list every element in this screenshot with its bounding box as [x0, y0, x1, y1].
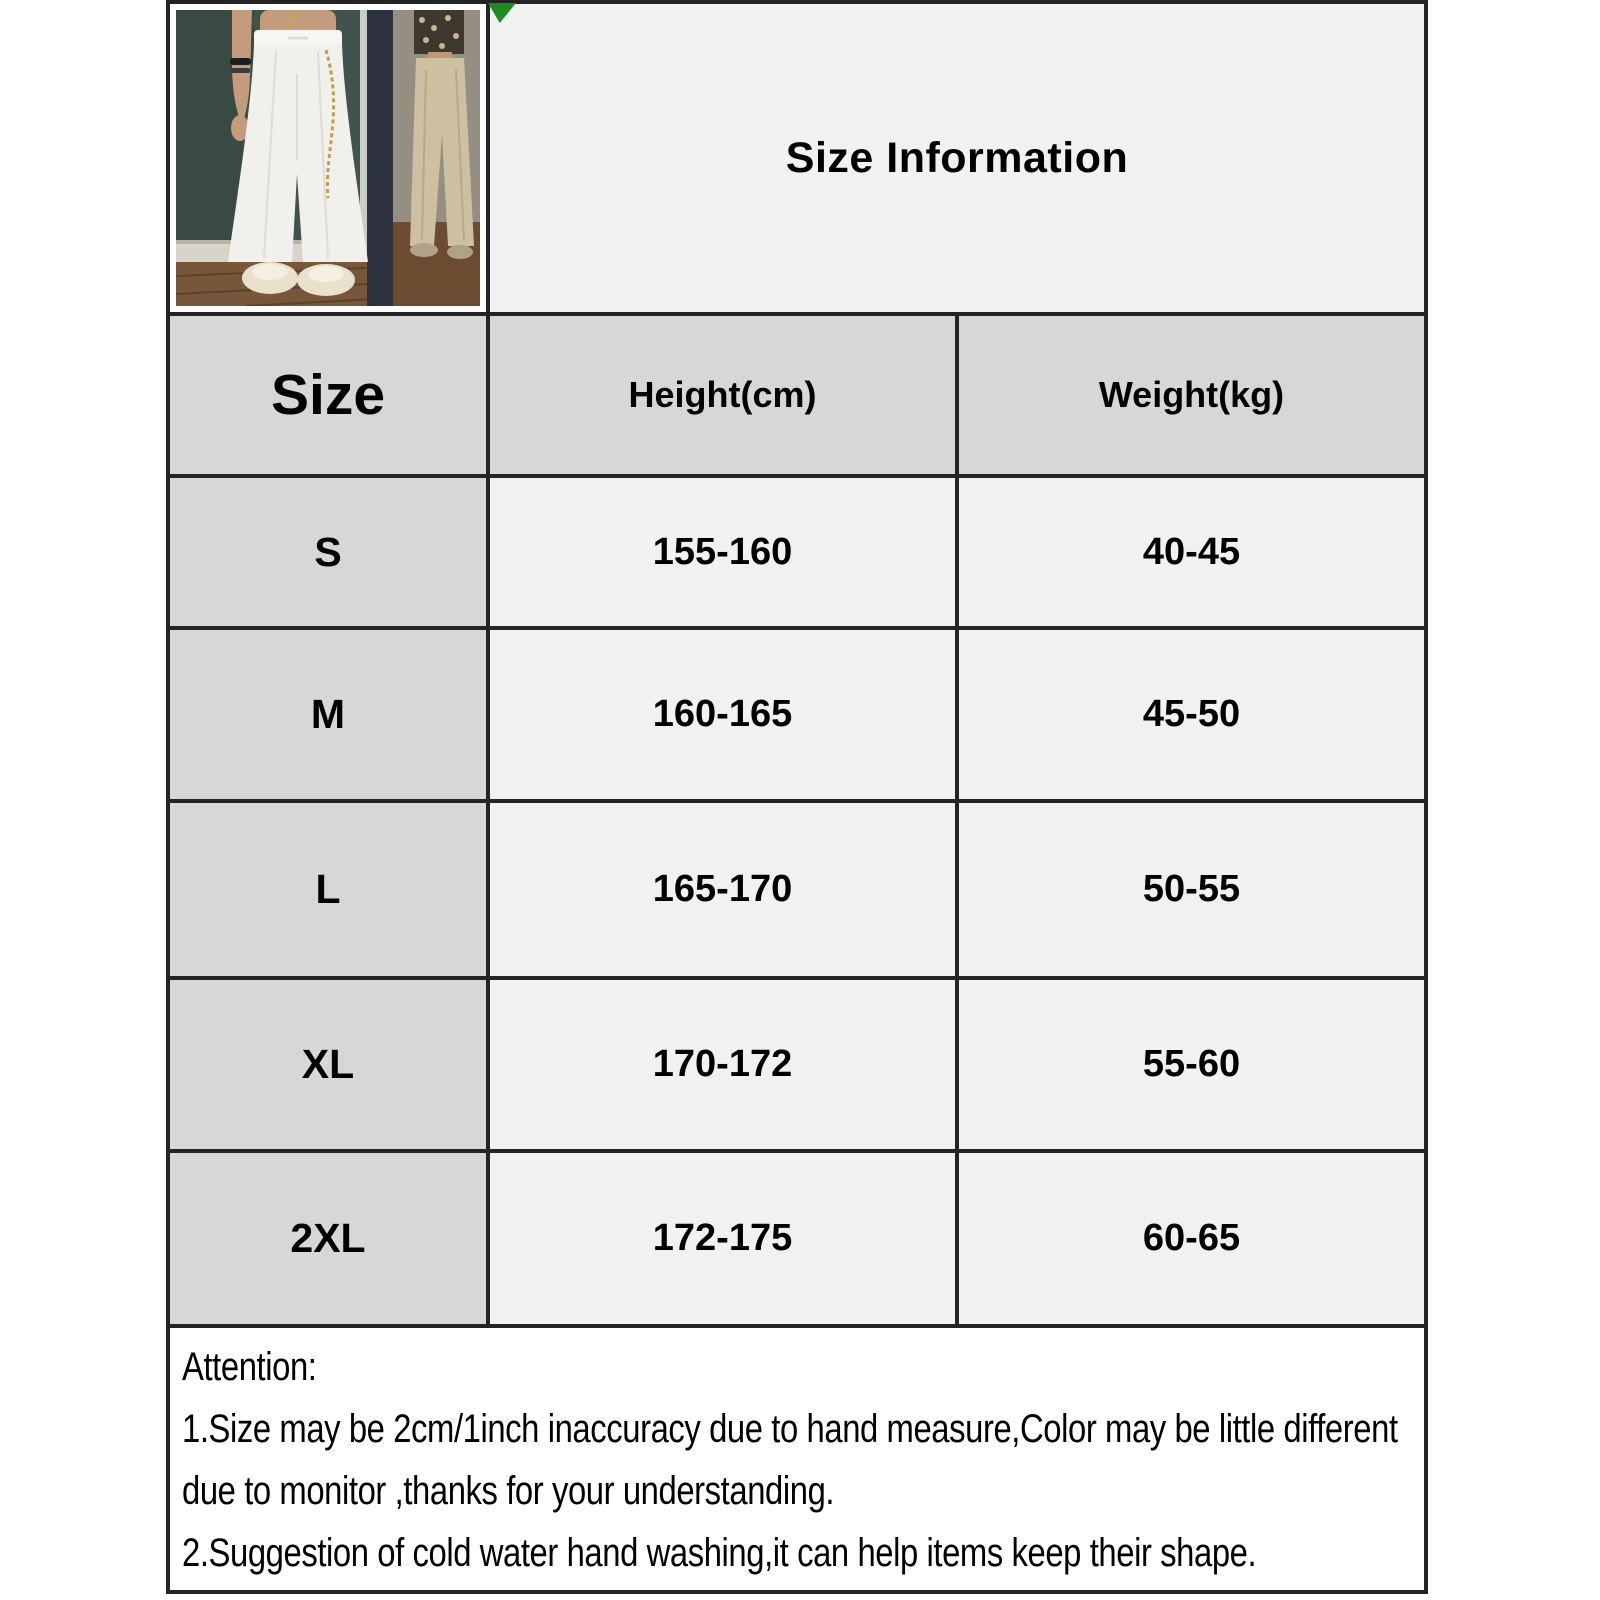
- weight-value-l: 50-55: [959, 803, 1428, 980]
- height-value-l: 165-170: [490, 803, 959, 980]
- size-label-s: S: [170, 478, 490, 630]
- size-label-l: L: [170, 803, 490, 980]
- table-row-2xl: [170, 1153, 1428, 1328]
- table-row-xl: [170, 980, 1428, 1153]
- weight-value-m: 45-50: [959, 630, 1428, 803]
- column-header-size: Size: [170, 316, 490, 478]
- attention-note-1: 1.Size may be 2cm/1inch inaccuracy due to hand measure,Color may be little different due to monitor ,thanks for your understanding.: [182, 1407, 1398, 1513]
- weight-value-xl: 55-60: [959, 980, 1428, 1153]
- table-row-s: [170, 478, 1428, 630]
- attention-note-2: 2.Suggestion of cold water hand washing,it can help items keep their shape.: [182, 1531, 1257, 1575]
- height-value-xl: 170-172: [490, 980, 959, 1153]
- weight-value-s: 40-45: [959, 478, 1428, 630]
- green-corner-icon: [488, 3, 516, 23]
- size-label-m: M: [170, 630, 490, 803]
- height-value-m: 160-165: [490, 630, 959, 803]
- table-header-row: [170, 316, 1428, 478]
- product-photo: [170, 4, 490, 316]
- size-label-2xl: 2XL: [170, 1153, 490, 1328]
- column-header-height: Height(cm): [490, 316, 959, 478]
- top-row: [170, 4, 1428, 316]
- height-value-s: 155-160: [490, 478, 959, 630]
- size-chart-sheet: [166, 0, 1428, 1594]
- attention-note: [170, 1328, 1428, 1594]
- page-title: Size Information: [785, 133, 1129, 182]
- weight-value-2xl: 60-65: [959, 1153, 1428, 1328]
- table-row-m: [170, 630, 1428, 803]
- height-value-2xl: 172-175: [490, 1153, 959, 1328]
- size-label-xl: XL: [170, 980, 490, 1153]
- size-information-header-cell: [490, 4, 1428, 316]
- attention-heading: Attention:: [182, 1345, 317, 1389]
- column-header-weight: Weight(kg): [959, 316, 1428, 478]
- table-row-l: [170, 803, 1428, 980]
- product-photo-illustration: [176, 10, 480, 306]
